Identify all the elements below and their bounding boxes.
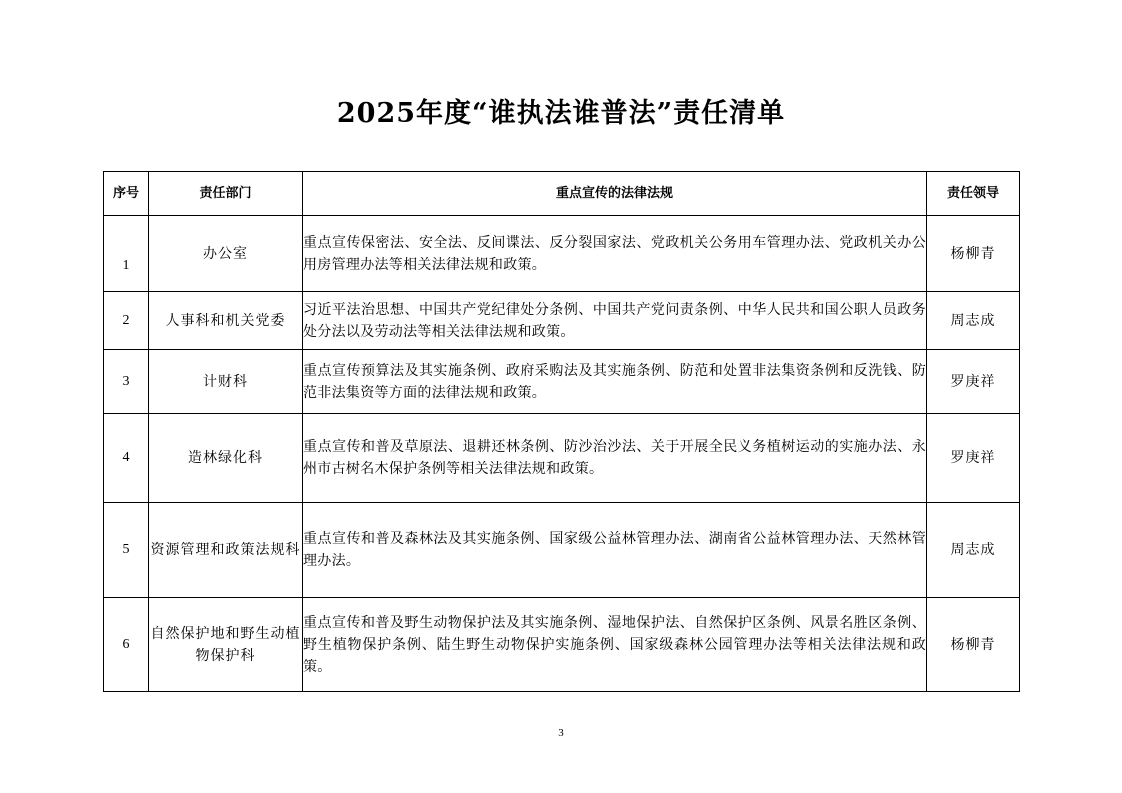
table-row (104, 503, 1020, 598)
laws-cell: 重点宣传和普及草原法、退耕还林条例、防沙治沙法、关于开展全民义务植树运动的实施办法、永州市古树名木保护条例等相关法律法规和政策。 (303, 414, 927, 503)
department-cell: 资源管理和政策法规科 (149, 503, 303, 598)
laws-cell: 重点宣传和普及森林法及其实施条例、国家级公益林管理办法、湖南省公益林管理办法、天然林管理办法。 (303, 503, 927, 598)
row-number: 2 (104, 292, 149, 350)
page-title: 2025年度“谁执法谁普法”责任清单 (336, 98, 786, 129)
header-no: 序号 (104, 172, 149, 216)
row-number: 3 (104, 350, 149, 414)
department-cell: 自然保护地和野生动植物保护科 (149, 598, 303, 692)
leader-cell: 罗庚祥 (927, 414, 1020, 503)
row-number: 5 (104, 503, 149, 598)
laws-cell: 重点宣传保密法、安全法、反间谍法、反分裂国家法、党政机关公务用车管理办法、党政机关办公用房管理办法等相关法律法规和政策。 (303, 216, 927, 292)
leader-cell: 杨柳青 (927, 216, 1020, 292)
row-number: 4 (104, 414, 149, 503)
table-row (104, 292, 1020, 350)
leader-cell: 周志成 (927, 292, 1020, 350)
row-number: 6 (104, 598, 149, 692)
table-row (104, 414, 1020, 503)
department-cell: 办公室 (149, 216, 303, 292)
row-number: 1 (104, 216, 149, 292)
laws-cell: 重点宣传和普及野生动物保护法及其实施条例、湿地保护法、自然保护区条例、风景名胜区条例、野生植物保护条例、陆生野生动物保护实施条例、国家级森林公园管理办法等相关法律法规和政策。 (303, 598, 927, 692)
header-department: 责任部门 (149, 172, 303, 216)
laws-cell: 习近平法治思想、中国共产党纪律处分条例、中国共产党问责条例、中华人民共和国公职人员政务处分法以及劳动法等相关法律法规和政策。 (303, 292, 927, 350)
header-laws: 重点宣传的法律法规 (303, 172, 927, 216)
department-cell: 计财科 (149, 350, 303, 414)
header-leader: 责任领导 (927, 172, 1020, 216)
table-row (104, 216, 1020, 292)
responsibility-table (103, 171, 1020, 692)
laws-cell: 重点宣传预算法及其实施条例、政府采购法及其实施条例、防范和处置非法集资条例和反洗钱、防范非法集资等方面的法律法规和政策。 (303, 350, 927, 414)
department-cell: 人事科和机关党委 (149, 292, 303, 350)
page-number: 3 (558, 727, 564, 739)
table-row (104, 350, 1020, 414)
leader-cell: 周志成 (927, 503, 1020, 598)
leader-cell: 罗庚祥 (927, 350, 1020, 414)
leader-cell: 杨柳青 (927, 598, 1020, 692)
table-row (104, 598, 1020, 692)
department-cell: 造林绿化科 (149, 414, 303, 503)
table-header-row (104, 172, 1020, 216)
